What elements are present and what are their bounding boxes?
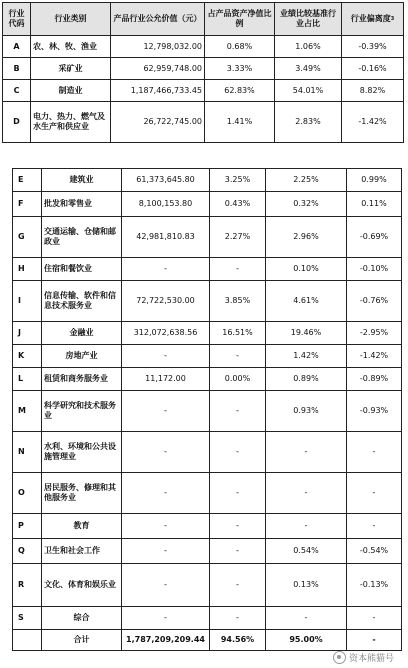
- row-code: I: [13, 281, 42, 322]
- header-code: 行业代码: [3, 3, 31, 36]
- row-category: 文化、体育和娱乐业: [42, 564, 122, 607]
- table-row: [13, 169, 402, 192]
- row-asset-ratio: 0.68%: [205, 36, 275, 58]
- row-deviation: -0.76%: [347, 281, 402, 322]
- row-fair-value: 62,959,748.00: [111, 58, 205, 80]
- row-fair-value: 72,722,530.00: [122, 281, 210, 322]
- row-code: B: [3, 58, 31, 80]
- row-code: F: [13, 192, 42, 217]
- row-benchmark: 54.01%: [275, 80, 342, 102]
- row-benchmark: 0.89%: [266, 368, 347, 391]
- row-asset-ratio: -: [210, 432, 266, 473]
- row-fair-value: 11,172.00: [122, 368, 210, 391]
- row-deviation: -0.10%: [347, 258, 402, 281]
- table-row: [13, 391, 402, 432]
- row-fair-value: 8,100,153.80: [122, 192, 210, 217]
- row-category: 教育: [42, 514, 122, 539]
- row-asset-ratio: -: [210, 564, 266, 607]
- row-code: N: [13, 432, 42, 473]
- row-benchmark: 0.93%: [266, 391, 347, 432]
- row-asset-ratio: 2.27%: [210, 217, 266, 258]
- row-fair-value: 1,187,466,733.45: [111, 80, 205, 102]
- row-benchmark: 0.54%: [266, 539, 347, 564]
- total-fair-value: 1,787,209,209.44: [122, 630, 210, 651]
- table-row: [13, 368, 402, 391]
- table-row: [13, 345, 402, 368]
- row-deviation: -: [347, 607, 402, 630]
- row-fair-value: -: [122, 514, 210, 539]
- table-row: [13, 192, 402, 217]
- row-code: C: [3, 80, 31, 102]
- row-benchmark: 2.96%: [266, 217, 347, 258]
- row-deviation: -2.95%: [347, 322, 402, 345]
- row-deviation: 8.82%: [342, 80, 404, 102]
- row-asset-ratio: 0.43%: [210, 192, 266, 217]
- row-category: 采矿业: [31, 58, 111, 80]
- row-asset-ratio: 3.25%: [210, 169, 266, 192]
- row-code: J: [13, 322, 42, 345]
- row-benchmark: 0.32%: [266, 192, 347, 217]
- row-code: A: [3, 36, 31, 58]
- row-asset-ratio: -: [210, 473, 266, 514]
- total-row: [13, 630, 402, 651]
- row-asset-ratio: -: [210, 539, 266, 564]
- row-category: 信息传输、软件和信息技术服务业: [42, 281, 122, 322]
- row-deviation: -0.54%: [347, 539, 402, 564]
- row-category: 金融业: [42, 322, 122, 345]
- row-deviation: -: [347, 432, 402, 473]
- row-category: 综合: [42, 607, 122, 630]
- row-deviation: -0.13%: [347, 564, 402, 607]
- table-row: [13, 473, 402, 514]
- row-code: G: [13, 217, 42, 258]
- row-code: D: [3, 102, 31, 143]
- row-fair-value: 312,072,638.56: [122, 322, 210, 345]
- row-benchmark: -: [266, 514, 347, 539]
- row-code: L: [13, 368, 42, 391]
- row-benchmark: 0.10%: [266, 258, 347, 281]
- table-row: [13, 258, 402, 281]
- row-category: 房地产业: [42, 345, 122, 368]
- table-header-row: [3, 3, 404, 36]
- row-category: 制造业: [31, 80, 111, 102]
- total-label: 合计: [42, 630, 122, 651]
- row-category: 住宿和餐饮业: [42, 258, 122, 281]
- table-row: [3, 36, 404, 58]
- row-category: 批发和零售业: [42, 192, 122, 217]
- row-deviation: -: [347, 514, 402, 539]
- row-code: K: [13, 345, 42, 368]
- table-row: [13, 539, 402, 564]
- row-code: R: [13, 564, 42, 607]
- row-category: 农、林、牧、渔业: [31, 36, 111, 58]
- row-category: 建筑业: [42, 169, 122, 192]
- header-deviation-label: 行业偏离度: [350, 14, 391, 23]
- row-fair-value: 42,981,810.83: [122, 217, 210, 258]
- row-category: 电力、热力、燃气及水生产和供应业: [31, 102, 111, 143]
- row-asset-ratio: -: [210, 391, 266, 432]
- industry-table-bottom: [12, 168, 402, 651]
- row-fair-value: 12,798,032.00: [111, 36, 205, 58]
- row-code: M: [13, 391, 42, 432]
- total-benchmark: 95.00%: [266, 630, 347, 651]
- row-benchmark: -: [266, 473, 347, 514]
- row-fair-value: 61,373,645.80: [122, 169, 210, 192]
- row-asset-ratio: -: [210, 345, 266, 368]
- row-benchmark: 1.06%: [275, 36, 342, 58]
- row-deviation: 0.99%: [347, 169, 402, 192]
- table-row: [13, 514, 402, 539]
- row-fair-value: 26,722,745.00: [111, 102, 205, 143]
- table-row: [13, 564, 402, 607]
- table-row: [3, 58, 404, 80]
- row-fair-value: -: [122, 564, 210, 607]
- row-benchmark: 19.46%: [266, 322, 347, 345]
- header-fair-value: 产品行业公允价值（元）: [111, 3, 205, 36]
- row-fair-value: -: [122, 539, 210, 564]
- row-asset-ratio: 16.51%: [210, 322, 266, 345]
- row-asset-ratio: 3.33%: [205, 58, 275, 80]
- row-benchmark: 0.13%: [266, 564, 347, 607]
- row-category: 水利、环境和公共设施管理业: [42, 432, 122, 473]
- header-benchmark: 业绩比较基准行业占比: [275, 3, 342, 36]
- row-fair-value: -: [122, 432, 210, 473]
- row-fair-value: -: [122, 473, 210, 514]
- row-benchmark: 2.25%: [266, 169, 347, 192]
- header-asset-ratio: 占产品资产净值比例: [205, 3, 275, 36]
- row-fair-value: -: [122, 391, 210, 432]
- row-asset-ratio: 1.41%: [205, 102, 275, 143]
- wechat-icon: [333, 651, 346, 664]
- watermark: [333, 651, 394, 664]
- total-code: [13, 630, 42, 651]
- row-category: 交通运输、仓储和邮政业: [42, 217, 122, 258]
- row-deviation: -0.39%: [342, 36, 404, 58]
- row-asset-ratio: 62.83%: [205, 80, 275, 102]
- watermark-text: 资本熊猫号: [348, 654, 394, 664]
- row-benchmark: -: [266, 607, 347, 630]
- row-asset-ratio: -: [210, 258, 266, 281]
- header-category: 行业类别: [31, 3, 111, 36]
- table-row: [13, 432, 402, 473]
- row-category: 居民服务、修理和其他服务业: [42, 473, 122, 514]
- table-row: [13, 607, 402, 630]
- row-asset-ratio: 0.00%: [210, 368, 266, 391]
- row-deviation: -: [347, 473, 402, 514]
- table-row: [13, 281, 402, 322]
- total-deviation: -: [347, 630, 402, 651]
- row-deviation: -0.16%: [342, 58, 404, 80]
- row-benchmark: 4.61%: [266, 281, 347, 322]
- row-benchmark: 3.49%: [275, 58, 342, 80]
- table-row: [13, 322, 402, 345]
- row-deviation: 0.11%: [347, 192, 402, 217]
- row-deviation: -0.69%: [347, 217, 402, 258]
- row-deviation: -0.93%: [347, 391, 402, 432]
- table-row: [3, 80, 404, 102]
- row-code: S: [13, 607, 42, 630]
- row-code: O: [13, 473, 42, 514]
- row-asset-ratio: -: [210, 514, 266, 539]
- row-benchmark: 1.42%: [266, 345, 347, 368]
- header-deviation: [342, 3, 404, 36]
- row-fair-value: -: [122, 258, 210, 281]
- row-fair-value: -: [122, 345, 210, 368]
- row-category: 科学研究和技术服务业: [42, 391, 122, 432]
- row-benchmark: -: [266, 432, 347, 473]
- row-code: H: [13, 258, 42, 281]
- table-row: [13, 217, 402, 258]
- row-asset-ratio: 3.85%: [210, 281, 266, 322]
- header-deviation-footnote: 3: [390, 16, 395, 22]
- row-category: 卫生和社会工作: [42, 539, 122, 564]
- row-category: 租赁和商务服务业: [42, 368, 122, 391]
- row-fair-value: -: [122, 607, 210, 630]
- row-code: E: [13, 169, 42, 192]
- row-deviation: -1.42%: [342, 102, 404, 143]
- total-asset-ratio: 94.56%: [210, 630, 266, 651]
- row-code: Q: [13, 539, 42, 564]
- row-asset-ratio: -: [210, 607, 266, 630]
- industry-table-top: [2, 2, 404, 143]
- row-benchmark: 2.83%: [275, 102, 342, 143]
- row-deviation: -0.89%: [347, 368, 402, 391]
- row-code: P: [13, 514, 42, 539]
- table-row: [3, 102, 404, 143]
- row-deviation: -1.42%: [347, 345, 402, 368]
